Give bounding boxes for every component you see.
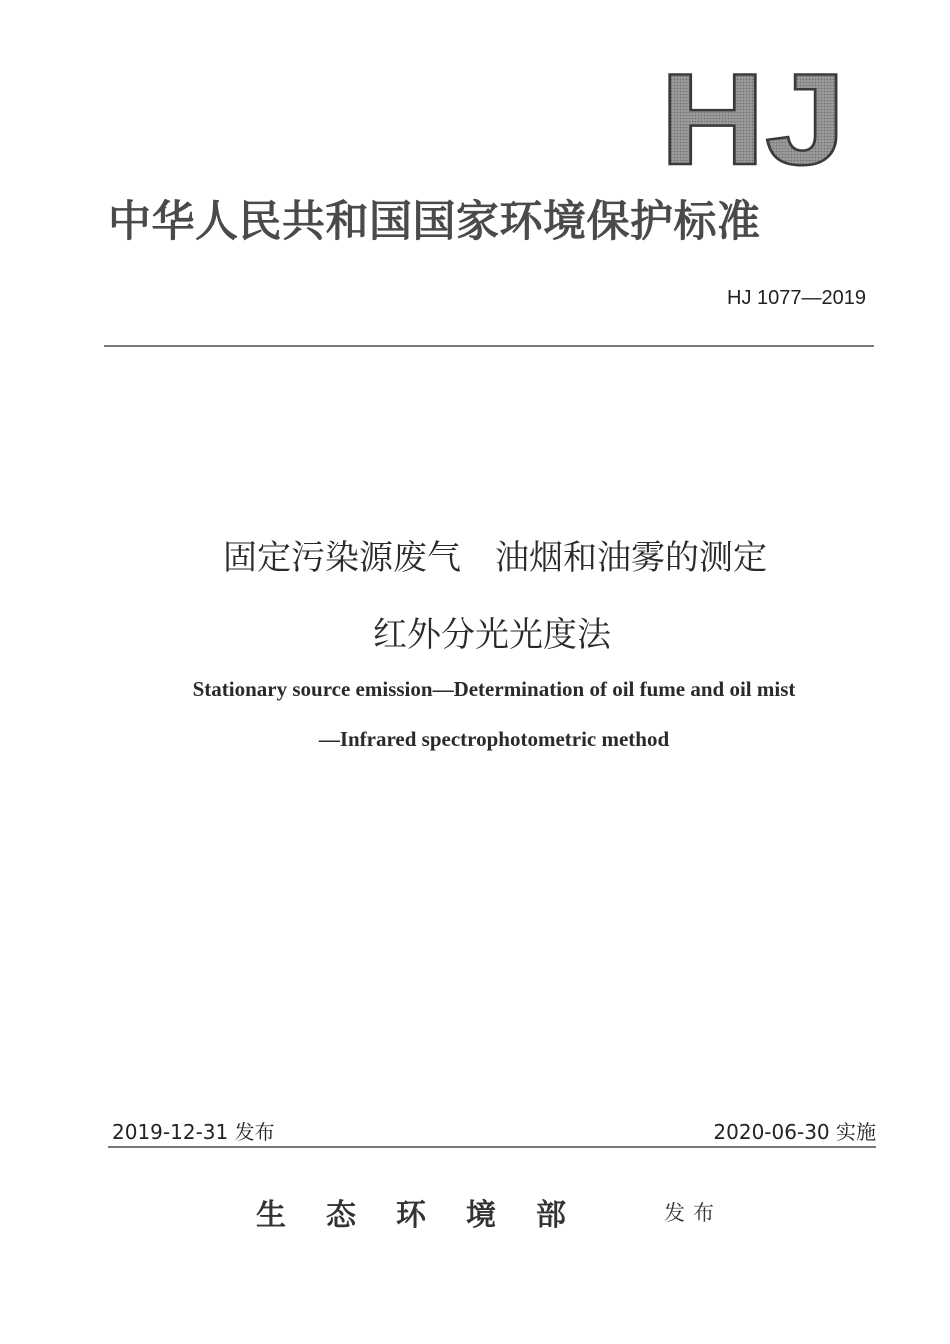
footer-divider — [108, 1146, 876, 1148]
standard-organization-title: 中华人民共和国国家环境保护标准 — [108, 197, 761, 247]
english-title-line-2: —Infrared spectrophotometric method — [318, 727, 670, 751]
publisher-suffix: 发布 — [664, 1201, 722, 1225]
chinese-title-line-2: 红外分光光度法 — [373, 615, 611, 655]
issue-date: 2019-12-31 发布 — [112, 1120, 275, 1144]
standard-code: HJ 1077—2019 — [727, 287, 866, 309]
hj-logo-text: HJ — [660, 66, 846, 168]
publisher-name: 生态环境部 — [256, 1198, 606, 1233]
hj-logo — [658, 66, 848, 168]
implementation-date: 2020-06-30 实施 — [713, 1120, 876, 1144]
chinese-title-line-1: 固定污染源废气 油烟和油雾的测定 — [223, 538, 767, 578]
header-divider — [104, 345, 874, 347]
english-title-line-1: Stationary source emission—Determination of oil fume and oil mist — [192, 677, 796, 701]
